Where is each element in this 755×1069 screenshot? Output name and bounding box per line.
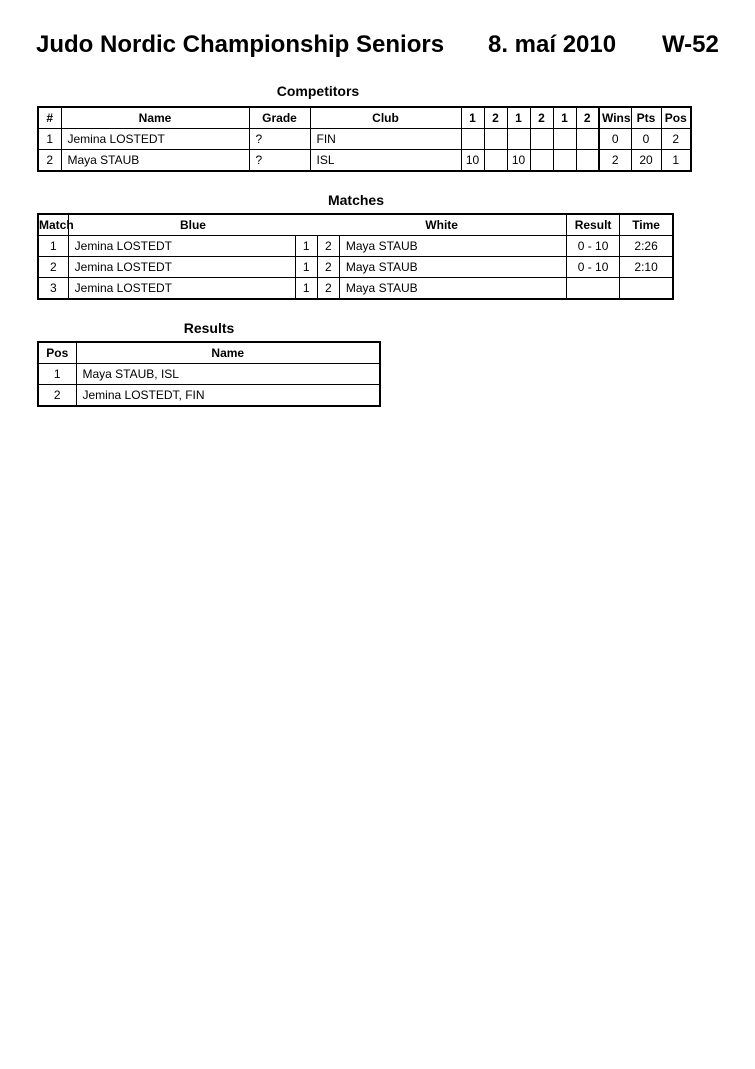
matches-header-row — [38, 214, 673, 236]
score-cell — [507, 129, 530, 150]
col-result: Result — [566, 214, 619, 236]
col-time: Time — [620, 214, 673, 236]
result-name: Maya STAUB, ISL — [76, 364, 380, 385]
match-time — [620, 278, 673, 300]
col-score: 2 — [484, 107, 507, 129]
score-cell — [530, 129, 553, 150]
result-position: 1 — [38, 364, 76, 385]
match-number: 2 — [38, 257, 68, 278]
blue-number: 1 — [295, 257, 317, 278]
col-match: Match — [38, 214, 68, 236]
blue-number: 1 — [295, 278, 317, 300]
score-cell: 10 — [507, 150, 530, 172]
score-cell — [553, 150, 576, 172]
event-name: Judo Nordic Championship Seniors — [36, 31, 445, 58]
col-score: 1 — [461, 107, 484, 129]
competitor-position: 2 — [661, 129, 691, 150]
blue-number: 1 — [295, 236, 317, 257]
table-row — [38, 150, 691, 172]
page-title — [36, 29, 726, 61]
col-score: 2 — [576, 107, 599, 129]
match-result — [566, 278, 619, 300]
match-result: 0 - 10 — [566, 257, 619, 278]
results-table — [37, 341, 381, 407]
blue-competitor: Jemina LOSTEDT — [68, 257, 295, 278]
col-pos: Pos — [38, 342, 76, 364]
col-score: 1 — [507, 107, 530, 129]
table-row — [38, 364, 380, 385]
results-title: Results — [183, 320, 235, 336]
competitors-header-row — [38, 107, 691, 129]
competitor-club: ISL — [310, 150, 461, 172]
col-name: Name — [76, 342, 380, 364]
competitor-club: FIN — [310, 129, 461, 150]
col-score: 2 — [530, 107, 553, 129]
match-result: 0 - 10 — [566, 236, 619, 257]
competitors-title: Competitors — [276, 83, 360, 99]
table-row — [38, 385, 380, 407]
table-row — [38, 129, 691, 150]
white-competitor: Maya STAUB — [339, 236, 566, 257]
col-white: White — [317, 214, 566, 236]
col-points: Pts — [631, 107, 661, 129]
matches-title: Matches — [327, 192, 385, 208]
white-number: 2 — [317, 278, 339, 300]
col-grade: Grade — [249, 107, 310, 129]
results-header-row — [38, 342, 380, 364]
competitor-name: Jemina LOSTEDT — [61, 129, 249, 150]
matches-table — [37, 213, 674, 300]
competitor-grade: ? — [249, 150, 310, 172]
blue-competitor: Jemina LOSTEDT — [68, 236, 295, 257]
white-number: 2 — [317, 236, 339, 257]
competitor-grade: ? — [249, 129, 310, 150]
competitors-table — [37, 106, 692, 172]
col-score: 1 — [553, 107, 576, 129]
score-cell — [553, 129, 576, 150]
score-cell — [461, 129, 484, 150]
match-time: 2:26 — [620, 236, 673, 257]
competitor-points: 20 — [631, 150, 661, 172]
col-name: Name — [61, 107, 249, 129]
competitor-number: 1 — [38, 129, 61, 150]
score-cell — [576, 150, 599, 172]
score-cell — [530, 150, 553, 172]
competitor-name: Maya STAUB — [61, 150, 249, 172]
match-number: 1 — [38, 236, 68, 257]
weight-category: W-52 — [662, 31, 719, 58]
competitor-number: 2 — [38, 150, 61, 172]
col-number: # — [38, 107, 61, 129]
competitor-wins: 0 — [599, 129, 631, 150]
col-blue: Blue — [68, 214, 317, 236]
event-date: 8. maí 2010 — [488, 31, 617, 58]
table-row — [38, 257, 673, 278]
blue-competitor: Jemina LOSTEDT — [68, 278, 295, 300]
competitor-position: 1 — [661, 150, 691, 172]
col-position: Pos — [661, 107, 691, 129]
result-name: Jemina LOSTEDT, FIN — [76, 385, 380, 407]
table-row — [38, 278, 673, 300]
score-cell — [576, 129, 599, 150]
white-competitor: Maya STAUB — [339, 278, 566, 300]
result-position: 2 — [38, 385, 76, 407]
competitor-points: 0 — [631, 129, 661, 150]
score-cell: 10 — [461, 150, 484, 172]
match-number: 3 — [38, 278, 68, 300]
score-cell — [484, 150, 507, 172]
competitor-wins: 2 — [599, 150, 631, 172]
white-number: 2 — [317, 257, 339, 278]
col-wins: Wins — [599, 107, 631, 129]
col-club: Club — [310, 107, 461, 129]
score-cell — [484, 129, 507, 150]
table-row — [38, 236, 673, 257]
white-competitor: Maya STAUB — [339, 257, 566, 278]
match-time: 2:10 — [620, 257, 673, 278]
